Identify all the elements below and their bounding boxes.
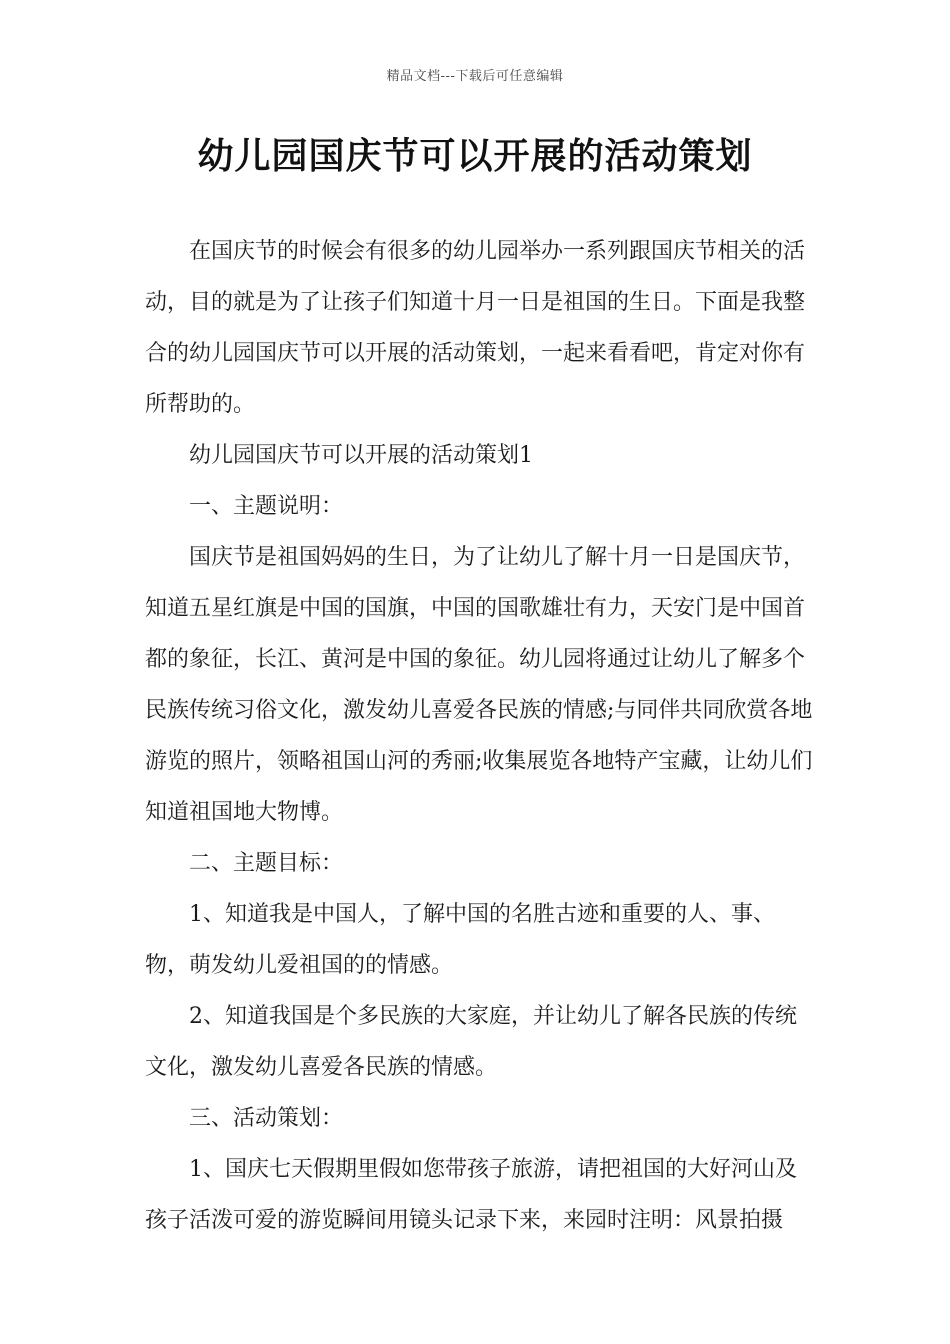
paragraph-heading-goals: 二、主题目标： bbox=[189, 851, 344, 876]
document-body bbox=[145, 226, 813, 1246]
paragraph-intro: 在国庆节的时候会有很多的幼儿园举办一系列跟国庆节相关的活动，目的就是为了让孩子们知道十月一日是祖国的生日。下面是我整合的幼儿园国庆节可以开展的活动策划，一起来看看吧，肯定对你有所帮助的。 bbox=[145, 239, 806, 417]
paragraph-goal-1: 1、知道我是中国人，了解中国的名胜古迹和重要的人、事、物，萌发幼儿爱祖国的的情感。 bbox=[145, 902, 775, 978]
document-title: 幼儿园国庆节可以开展的活动策划 bbox=[197, 135, 753, 177]
paragraph-goal-2: 2、知道我国是个多民族的大家庭，并让幼儿了解各民族的传统文化，激发幼儿喜爱各民族的情感。 bbox=[145, 1004, 797, 1080]
paragraph-section-heading: 幼儿园国庆节可以开展的活动策划1 bbox=[189, 443, 533, 468]
paragraph-heading-plan: 三、活动策划： bbox=[189, 1106, 344, 1131]
paragraph-plan-1: 1、国庆七天假期里假如您带孩子旅游，请把祖国的大好河山及孩子活泼可爱的游览瞬间用镜头记录下来，来园时注明：风景拍摄 bbox=[145, 1157, 797, 1233]
paragraph-heading-theme: 一、主题说明： bbox=[189, 494, 344, 519]
header-note: 精品文档---下载后可任意编辑 bbox=[386, 69, 564, 84]
paragraph-theme-description: 国庆节是祖国妈妈的生日，为了让幼儿了解十月一日是国庆节，知道五星红旗是中国的国旗，中国的国歌雄壮有力，天安门是中国首都的象征，长江、黄河是中国的象征。幼儿园将通过让幼儿了解多个民族传统习俗文化，激发幼儿喜爱各民族的情感;与同伴共同欣赏各地游览的照片，领略祖国山河的秀丽;收集展览各地特产宝藏，让幼儿们知道祖国地大物博。 bbox=[145, 545, 813, 825]
